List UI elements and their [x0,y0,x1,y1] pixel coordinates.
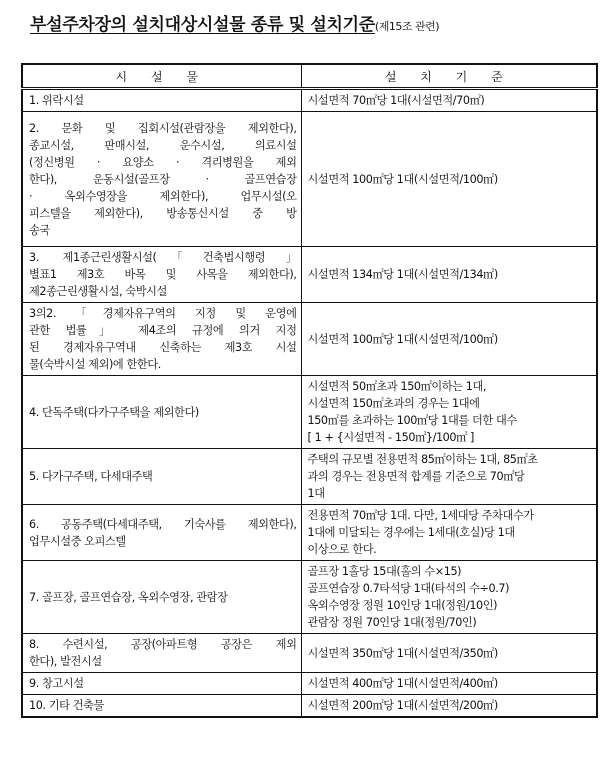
table-row [22,695,597,718]
standard-cell [301,112,597,247]
facility-line: 10. 기타 건축물 [29,699,104,712]
facility-line: 8. 수련시설, 공장(아파트형 공장은 제외 [29,638,297,651]
facility-line: 4. 단독주택(다가구주택을 제외한다) [29,405,199,419]
title-main: 부설주차장의 설치대상시설물 종류 및 설치기준 [30,15,375,35]
standard-cell [301,449,597,505]
document-title [30,10,590,35]
facility-cell [22,376,301,449]
facility-line: 별표1 제3호 바목 및 사목을 제외한다), [29,268,297,281]
standard-line: 시설면적 70㎡당 1대(시설면적/70㎡) [307,94,485,107]
standard-line: 주택의 규모별 전용면적 85㎡이하는 1대, 85㎡초 [307,453,538,466]
standard-cell [301,673,597,695]
table-row [22,376,597,449]
facility-line: 물(숙박시설 제외)에 한한다. [29,358,161,371]
standard-line: 시설면적 100㎡당 1대(시설면적/100㎡) [307,172,498,186]
table-row [22,673,597,695]
standard-line: 이상으로 한다. [307,543,377,556]
table-row [22,634,597,673]
facility-cell [22,303,301,376]
table-row [22,561,597,634]
facility-line: 9. 창고시설 [29,677,84,690]
facility-line: 5. 다가구주택, 다세대주택 [29,470,153,483]
standard-line: 시설면적 100㎡당 1대(시설면적/100㎡) [307,332,498,346]
standard-cell [301,376,597,449]
facility-line: · 옥외수영장을 제외한다), 업무시설(오 [29,189,297,203]
facility-line: 2. 문화 및 집회시설(관람장을 제외한다), [29,121,297,135]
facility-cell [22,247,301,303]
standard-cell [301,561,597,634]
table-body [22,89,597,718]
standard-cell [301,505,597,561]
facility-line: 한다), 운동시설(골프장 · 골프연습장 [29,172,297,186]
standard-cell [301,634,597,673]
facility-line: 7. 골프장, 골프연습장, 옥외수영장, 관람장 [29,590,228,604]
facility-line: 피스텔을 제외한다), 방송통신시설 중 방 [29,206,297,220]
standard-line: 시설면적 200㎡당 1대(시설면적/200㎡) [307,699,498,712]
standard-line: 150㎡를 초과하는 100㎡당 1대를 더한 대수 [307,414,517,427]
standard-line: 시설면적 350㎡당 1대(시설면적/350㎡) [307,646,498,660]
standard-line: 시설면적 400㎡당 1대(시설면적/400㎡) [307,677,498,690]
facility-line: 업무시설중 오피스텔 [29,534,126,548]
table-row [22,89,597,112]
table-row [22,449,597,505]
table-row [22,505,597,561]
facility-cell [22,673,301,695]
standard-line: [ 1 + {시설면적 - 150㎡}/100㎡ ] [307,431,475,444]
parking-standards-table [21,63,598,718]
standard-line: 시설면적 150㎡초과의 경우는 1대에 [307,397,480,410]
standard-line: 골프장 1홀당 15대(홀의 수×15) [307,565,462,578]
standard-line: 1대에 미달되는 경우에는 1세대(호실)당 1대 [307,526,515,539]
facility-line: 6. 공동주택(다세대주택, 기숙사를 제외한다), [29,517,297,531]
facility-cell [22,112,301,247]
table-row [22,247,597,303]
title-subtitle: (제15조 관련) [374,20,440,33]
standard-cell [301,247,597,303]
facility-cell [22,695,301,718]
standard-cell [301,303,597,376]
standard-line: 전용면적 70㎡당 1대. 다만, 1세대당 주차대수가 [307,509,534,522]
facility-line: 한다), 발전시설 [29,655,102,668]
standard-line: 골프연습장 0.7타석당 1대(타석의 수÷0.7) [307,582,510,595]
facility-line: 1. 위락시설 [29,94,84,107]
standard-line: 시설면적 134㎡당 1대(시설면적/134㎡) [307,268,498,281]
facility-line: 제2종근린생활시설, 숙박시설 [29,285,167,298]
facility-cell [22,89,301,112]
standard-cell [301,695,597,718]
table-row [22,112,597,247]
facility-line: 3. 제1종근린생활시설(「건축법시행령」 [29,251,297,264]
header-facility: 시 설 물 [22,64,301,89]
standard-line: 과의 경우는 전용면적 합계를 기준으로 70㎡당 [307,470,525,483]
facility-cell [22,561,301,634]
facility-line: 된 경제자유구역내 신축하는 제3호 시설 [29,341,297,354]
facility-line: 관한 법률」 제4조의 규정에 의거 지정 [29,324,297,337]
standard-line: 관람장 정원 70인당 1대(정원/70인) [307,616,477,629]
facility-line: 종교시설, 판매시설, 운수시설, 의료시설 [29,138,297,152]
facility-cell [22,634,301,673]
standard-line: 1대 [307,487,325,500]
table-row [22,303,597,376]
facility-line: 3의2. 「경제자유구역의 지정 및 운영에 [29,307,297,320]
facility-line: (정신병원 · 요양소 · 격리병원을 제외 [29,155,297,169]
standard-cell [301,89,597,112]
header-standard: 설 치 기 준 [301,64,597,89]
facility-cell [22,505,301,561]
table-header-row [22,64,597,89]
facility-cell [22,449,301,505]
facility-line: 송국 [29,223,50,237]
standard-line: 시설면적 50㎡초과 150㎡이하는 1대, [307,380,487,393]
standard-line: 옥외수영장 정원 10인당 1대(정원/10인) [307,599,498,612]
